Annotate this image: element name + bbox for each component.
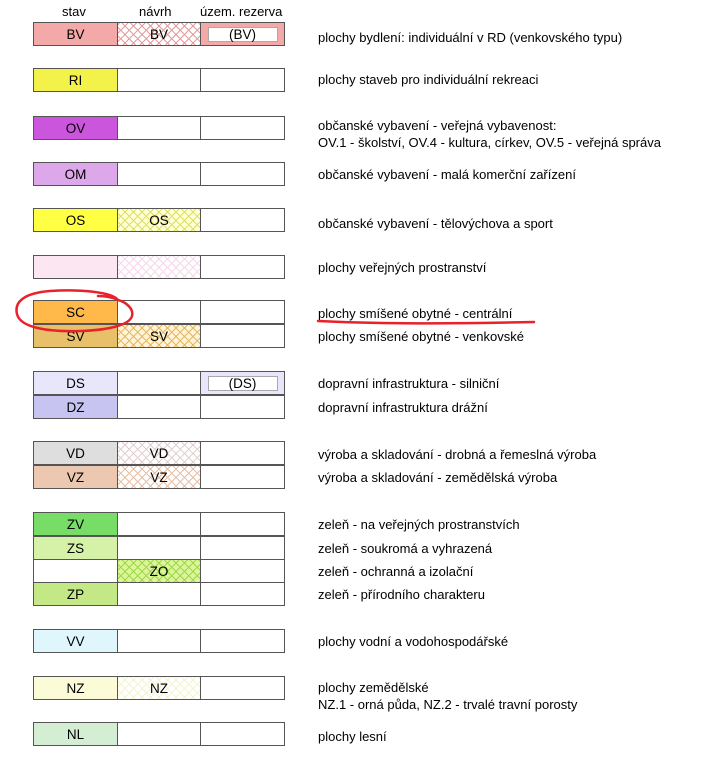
desc-nl: plochy lesní xyxy=(318,729,387,744)
desc-ds: dopravní infrastruktura - silniční xyxy=(318,376,500,391)
navrh-cell-bv xyxy=(117,22,201,46)
rezerva-cell-zs xyxy=(200,536,285,560)
stav-cell-om: OM xyxy=(33,162,118,186)
desc-ri: plochy staveb pro individuální rekreaci xyxy=(318,72,539,87)
navrh-label: OS xyxy=(149,212,169,228)
stav-cell-ov: OV xyxy=(33,116,118,140)
desc-zo: zeleň - ochranná a izolační xyxy=(318,564,474,579)
stav-cell-vz: VZ xyxy=(33,465,118,489)
rezerva-cell-vp xyxy=(200,255,285,279)
desc-zs: zeleň - soukromá a vyhrazená xyxy=(318,541,493,556)
stav-cell-zp: ZP xyxy=(33,582,118,606)
stav-cell-zv: ZV xyxy=(33,512,118,536)
stav-cell-ri: RI xyxy=(33,68,118,92)
desc-zp: zeleň - přírodního charakteru xyxy=(318,587,485,602)
navrh-label: BV xyxy=(149,26,168,42)
rezerva-cell-zp xyxy=(200,582,285,606)
desc-vd: výroba a skladování - drobná a řemeslná výroba xyxy=(318,447,597,462)
desc-ov-line1: občanské vybavení - veřejná vybavenost: xyxy=(318,118,557,133)
rezerva-cell-ds xyxy=(200,371,285,395)
navrh-cell-zv xyxy=(117,512,201,536)
navrh-cell-vd xyxy=(117,441,201,465)
rezerva-cell-zv xyxy=(200,512,285,536)
desc-sc: plochy smíšené obytné - centrální xyxy=(318,306,513,321)
desc-vz: výroba a skladování - zemědělská výroba xyxy=(318,470,558,485)
header-navrh: návrh xyxy=(139,4,172,19)
navrh-cell-zp xyxy=(117,582,201,606)
stav-cell-ds: DS xyxy=(33,371,118,395)
rezerva-cell-vz xyxy=(200,465,285,489)
header-rezerva: územ. rezerva xyxy=(200,4,283,19)
navrh-cell-om xyxy=(117,162,201,186)
stav-cell-nz: NZ xyxy=(33,676,118,700)
header-stav: stav xyxy=(62,4,86,19)
desc-os: občanské vybavení - tělovýchova a sport xyxy=(318,216,553,231)
rezerva-cell-bv xyxy=(200,22,285,46)
navrh-cell-ov xyxy=(117,116,201,140)
navrh-cell-sv xyxy=(117,324,201,348)
navrh-cell-vz xyxy=(117,465,201,489)
rezerva-cell-dz xyxy=(200,395,285,419)
stav-cell-nl: NL xyxy=(33,722,118,746)
stav-cell-bv: BV xyxy=(33,22,118,46)
rezerva-cell-vd xyxy=(200,441,285,465)
stav-cell-vp xyxy=(33,255,118,279)
rezerva-cell-sc xyxy=(200,300,285,324)
navrh-cell-vp xyxy=(117,255,201,279)
rezerva-cell-sv xyxy=(200,324,285,348)
navrh-cell-zo xyxy=(117,559,201,583)
desc-dz: dopravní infrastruktura drážní xyxy=(318,400,488,415)
navrh-cell-dz xyxy=(117,395,201,419)
rezerva-cell-os xyxy=(200,208,285,232)
desc-sv: plochy smíšené obytné - venkovské xyxy=(318,329,524,344)
desc-vp: plochy veřejných prostranství xyxy=(318,260,487,275)
desc-zv: zeleň - na veřejných prostranstvích xyxy=(318,517,520,532)
rezerva-cell-nl xyxy=(200,722,285,746)
rezerva-cell-nz xyxy=(200,676,285,700)
stav-cell-sv: SV xyxy=(33,324,118,348)
rezerva-cell-vv xyxy=(200,629,285,653)
rezerva-cell-zo xyxy=(200,559,285,583)
navrh-label: NZ xyxy=(150,680,168,696)
desc-nz-line1: plochy zemědělské xyxy=(318,680,429,695)
navrh-cell-ri xyxy=(117,68,201,92)
navrh-cell-ds xyxy=(117,371,201,395)
stav-cell-os: OS xyxy=(33,208,118,232)
navrh-cell-nz xyxy=(117,676,201,700)
navrh-cell-sc xyxy=(117,300,201,324)
navrh-label: ZO xyxy=(149,563,169,579)
stav-cell-dz: DZ xyxy=(33,395,118,419)
navrh-cell-nl xyxy=(117,722,201,746)
stav-cell-sc: SC xyxy=(33,300,118,324)
stav-cell-vv: VV xyxy=(33,629,118,653)
navrh-cell-vv xyxy=(117,629,201,653)
stav-cell-zo xyxy=(33,559,118,583)
navrh-cell-zs xyxy=(117,536,201,560)
stav-cell-zs: ZS xyxy=(33,536,118,560)
desc-nz-line2: NZ.1 - orná půda, NZ.2 - trvalé travní porosty xyxy=(318,697,578,712)
rezerva-label: (BV) xyxy=(208,27,278,42)
navrh-label: VZ xyxy=(150,469,168,485)
rezerva-cell-om xyxy=(200,162,285,186)
rezerva-cell-ri xyxy=(200,68,285,92)
navrh-cell-os xyxy=(117,208,201,232)
stav-cell-vd: VD xyxy=(33,441,118,465)
navrh-label: VD xyxy=(149,445,169,461)
desc-vv: plochy vodní a vodohospodářské xyxy=(318,634,509,649)
desc-om: občanské vybavení - malá komerční zařízení xyxy=(318,167,576,182)
rezerva-cell-ov xyxy=(200,116,285,140)
rezerva-label: (DS) xyxy=(208,376,278,391)
desc-bv: plochy bydlení: individuální v RD (venkovského typu) xyxy=(318,30,623,45)
navrh-label: SV xyxy=(149,328,168,344)
desc-ov-line2: OV.1 - školství, OV.4 - kultura, církev, OV.5 - veřejná správa xyxy=(318,135,661,150)
